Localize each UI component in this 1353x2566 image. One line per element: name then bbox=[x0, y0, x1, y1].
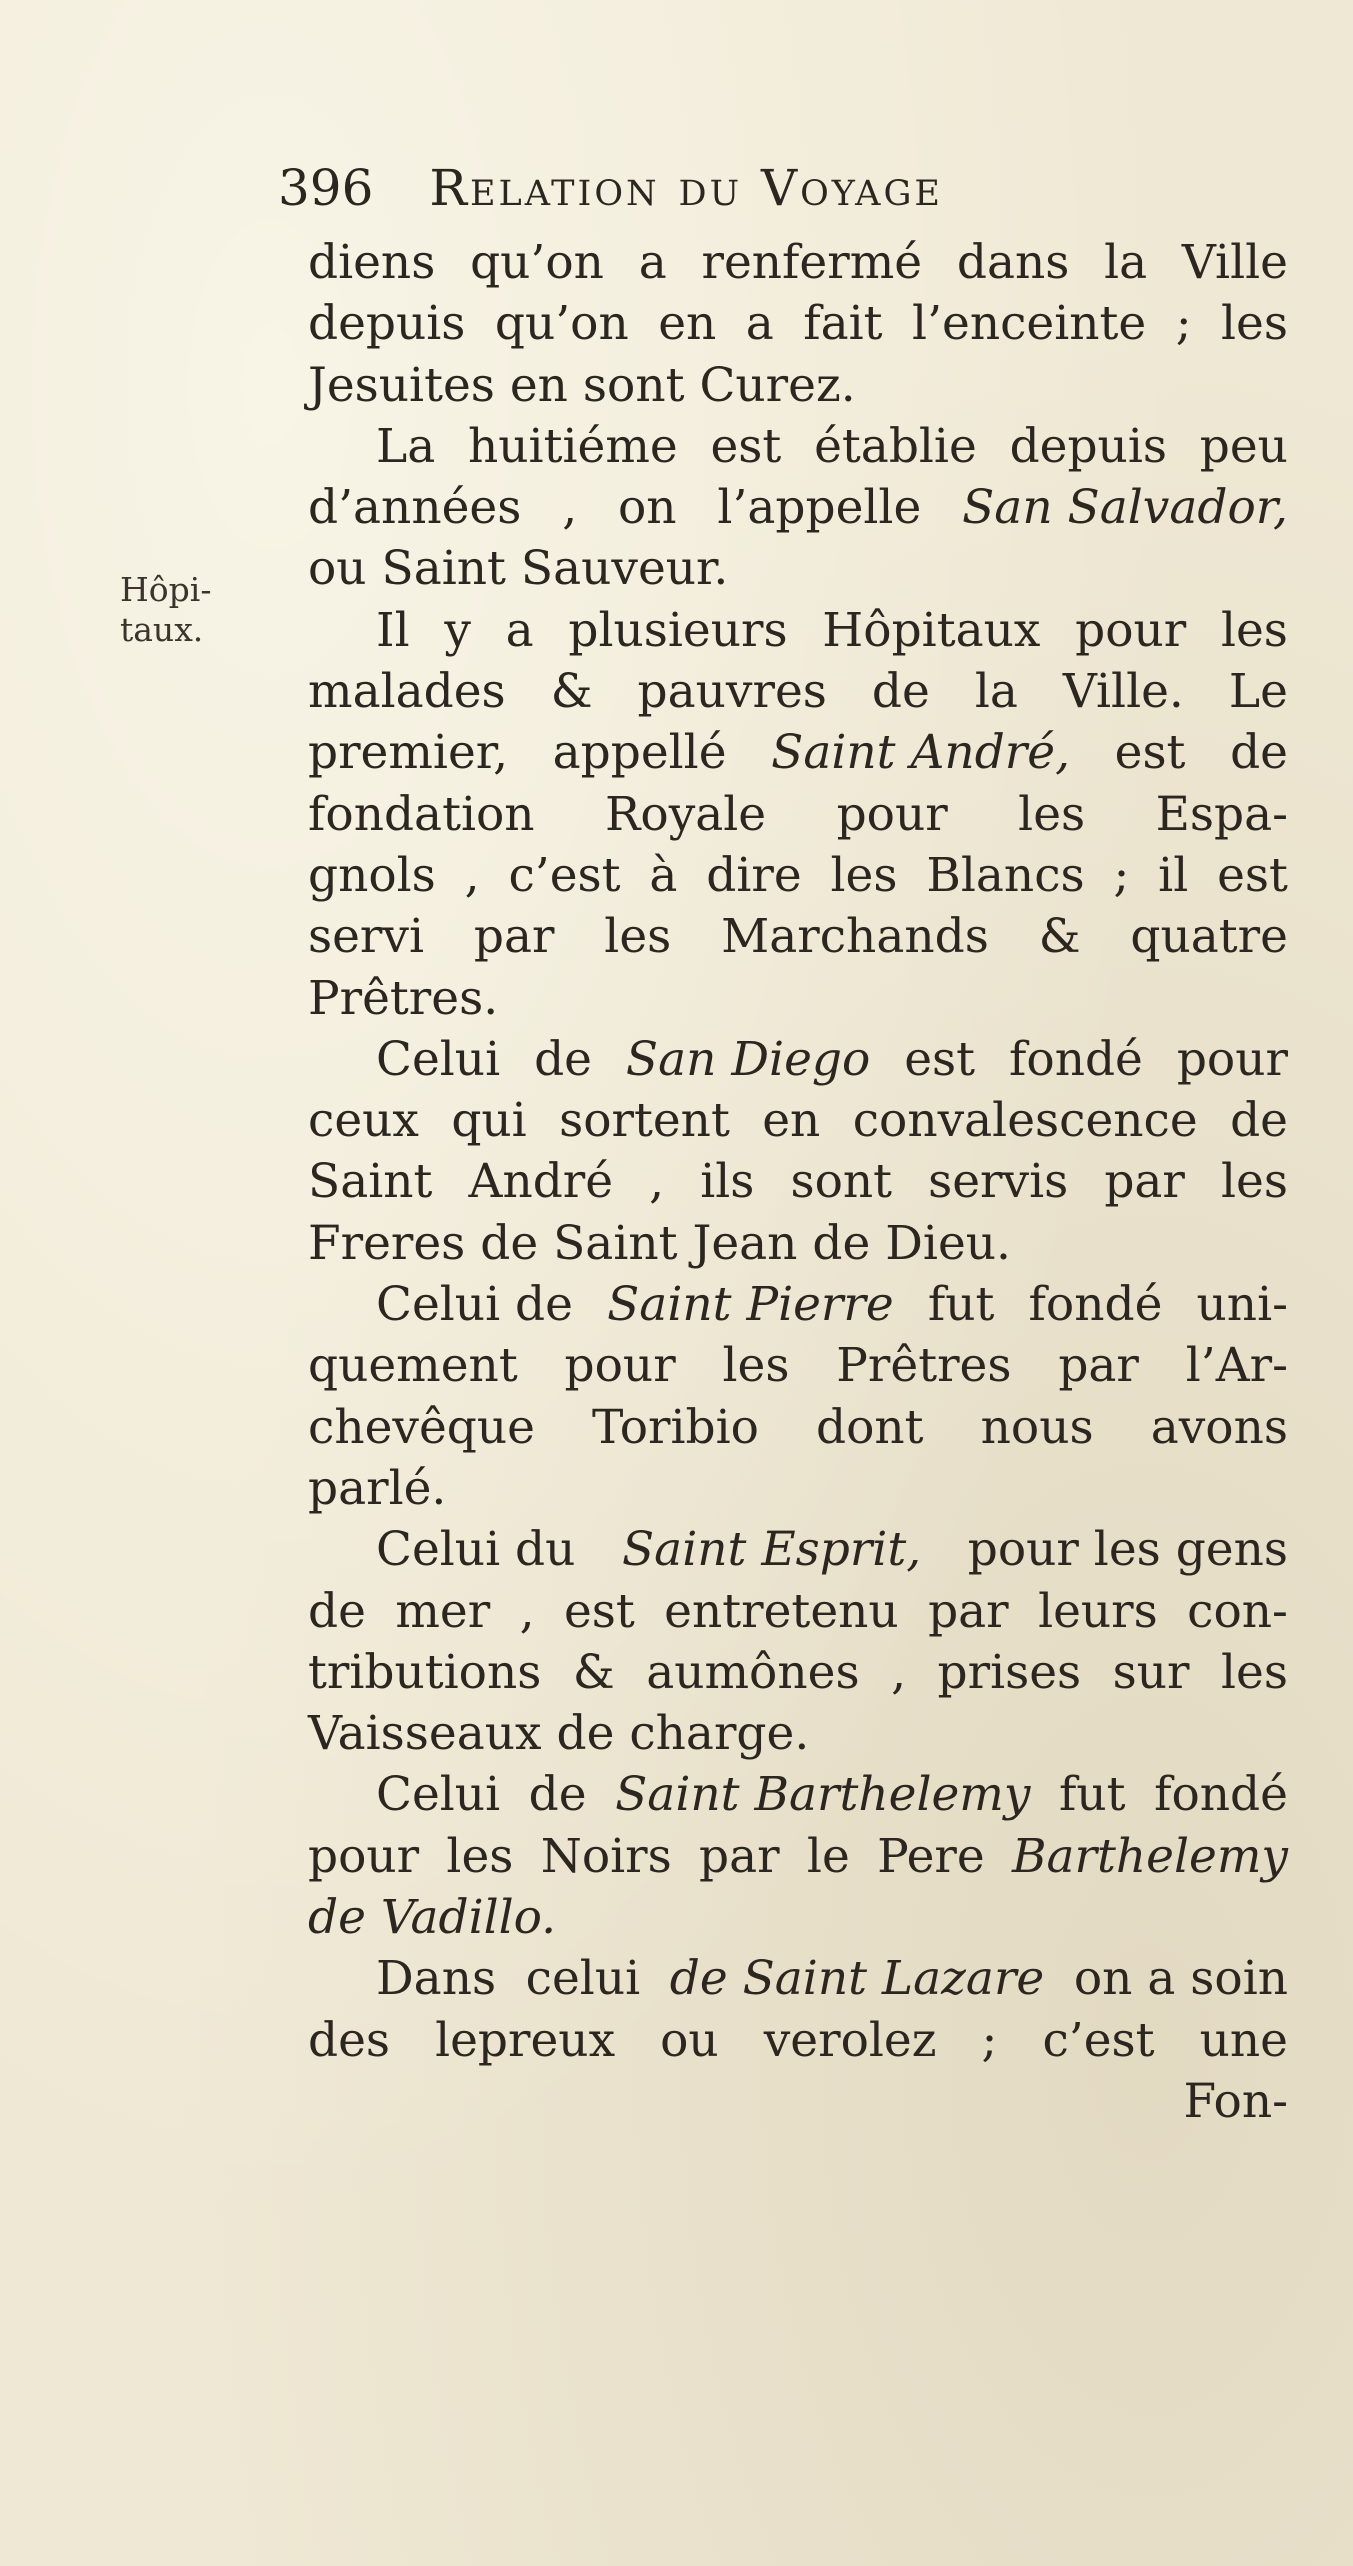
margin-note-line: Hôpi- bbox=[120, 570, 212, 609]
word: par bbox=[1058, 1338, 1139, 1394]
word: Curez. bbox=[699, 357, 856, 413]
word: est bbox=[563, 1583, 635, 1639]
word: Saint Esprit, bbox=[621, 1522, 922, 1578]
text-line bbox=[308, 784, 1288, 845]
text-line bbox=[308, 1397, 1288, 1458]
word: les bbox=[1220, 602, 1288, 658]
text-line bbox=[308, 1948, 1288, 2009]
text-line bbox=[308, 1029, 1288, 1090]
margin-note-line: taux. bbox=[120, 610, 204, 649]
word: Espa- bbox=[1155, 786, 1288, 842]
word: fondé bbox=[1028, 1277, 1163, 1333]
word: fondation bbox=[308, 786, 535, 842]
word: , bbox=[562, 480, 578, 536]
word: est bbox=[1217, 847, 1288, 903]
word: établie bbox=[814, 418, 977, 474]
word: con- bbox=[1187, 1583, 1288, 1639]
word: de bbox=[871, 664, 930, 720]
word: de bbox=[480, 1215, 539, 1271]
word: en bbox=[762, 1093, 821, 1149]
word: , bbox=[464, 847, 480, 903]
text-line bbox=[308, 1274, 1288, 1335]
word: Saint Barthelemy bbox=[615, 1767, 1031, 1823]
word: servi bbox=[308, 909, 424, 965]
word: entretenu bbox=[664, 1583, 899, 1639]
text-line bbox=[308, 1151, 1288, 1212]
word: Jean bbox=[692, 1215, 798, 1271]
word: fondé bbox=[1009, 1031, 1143, 1087]
word: Sauveur. bbox=[520, 541, 729, 597]
word: de bbox=[1230, 1093, 1288, 1149]
word: Celui bbox=[376, 1031, 501, 1087]
text-line bbox=[308, 968, 1288, 1029]
word: les bbox=[446, 1828, 514, 1884]
word: avons bbox=[1150, 1399, 1288, 1455]
text-line bbox=[308, 722, 1288, 783]
word: ; bbox=[1113, 847, 1130, 903]
word: l’appelle bbox=[717, 480, 922, 536]
word: La bbox=[376, 418, 436, 474]
word: Celui du bbox=[376, 1522, 576, 1578]
text-line bbox=[308, 1090, 1288, 1151]
word: tributions bbox=[308, 1644, 542, 1700]
word: convalescence bbox=[852, 1093, 1198, 1149]
word: la bbox=[974, 664, 1018, 720]
word: fut bbox=[1058, 1767, 1126, 1823]
word: est bbox=[1114, 725, 1186, 781]
word: par bbox=[699, 1828, 780, 1884]
word: Toribio bbox=[592, 1399, 759, 1455]
word: appellé bbox=[552, 725, 727, 781]
text-line bbox=[308, 1458, 1288, 1519]
word: pour bbox=[1075, 602, 1187, 658]
word: Hôpitaux bbox=[822, 602, 1041, 658]
word: Il bbox=[376, 602, 410, 658]
word: ceux bbox=[308, 1093, 419, 1149]
text-line bbox=[308, 416, 1288, 477]
word: l’enceinte bbox=[912, 296, 1147, 352]
word: renfermé bbox=[701, 235, 923, 290]
word: les bbox=[604, 909, 672, 965]
word: chevêque bbox=[308, 1399, 535, 1455]
word: Le bbox=[1228, 664, 1288, 720]
word: en bbox=[509, 357, 568, 413]
word: les bbox=[1018, 786, 1086, 842]
text-line bbox=[308, 538, 1288, 599]
word: est bbox=[710, 418, 782, 474]
text-line bbox=[308, 1519, 1288, 1580]
word: peu bbox=[1199, 418, 1288, 474]
word: la bbox=[1104, 235, 1148, 290]
word: Pere bbox=[877, 1828, 985, 1884]
word: Jesuites bbox=[308, 357, 495, 413]
word: y bbox=[444, 602, 471, 658]
word: dire bbox=[706, 847, 802, 903]
word: depuis bbox=[1009, 418, 1167, 474]
word: on a soin bbox=[1073, 1951, 1288, 2007]
text-line bbox=[308, 1213, 1288, 1274]
text-line bbox=[308, 477, 1288, 538]
word: & bbox=[572, 1644, 615, 1700]
word: les bbox=[1221, 1644, 1288, 1700]
word: nous bbox=[980, 1399, 1094, 1455]
text-line bbox=[308, 2071, 1288, 2132]
word: servis bbox=[928, 1154, 1069, 1210]
word: de bbox=[528, 1767, 587, 1823]
word: a bbox=[745, 296, 774, 352]
word: parlé. bbox=[308, 1460, 447, 1516]
text-line bbox=[308, 600, 1288, 661]
text-line bbox=[308, 2010, 1288, 2071]
word: Dieu. bbox=[885, 1215, 1011, 1271]
word: Saint bbox=[553, 1215, 678, 1271]
word: il bbox=[1158, 847, 1189, 903]
word: de Saint Lazare bbox=[669, 1951, 1045, 2007]
word: qui bbox=[451, 1093, 527, 1149]
word: sont bbox=[582, 357, 685, 413]
word: à bbox=[649, 847, 678, 903]
word: San Salvador, bbox=[962, 480, 1288, 536]
word: premier, bbox=[308, 725, 509, 781]
word: aumônes bbox=[646, 1644, 860, 1700]
text-line bbox=[308, 1764, 1288, 1825]
word: de bbox=[534, 1031, 592, 1087]
word: depuis bbox=[308, 296, 466, 352]
word: pour bbox=[1176, 1031, 1288, 1087]
word: plusieurs bbox=[568, 602, 788, 658]
word: Saint Pierre bbox=[607, 1277, 894, 1333]
word: sur bbox=[1112, 1644, 1190, 1700]
word: les bbox=[722, 1338, 790, 1394]
word: sortent bbox=[559, 1093, 730, 1149]
text-line bbox=[308, 845, 1288, 906]
word: , bbox=[891, 1644, 907, 1700]
word: San Diego bbox=[625, 1031, 871, 1087]
word: fut bbox=[927, 1277, 995, 1333]
word: qu’on bbox=[494, 296, 629, 352]
word: Celui bbox=[376, 1767, 501, 1823]
word: a bbox=[505, 602, 534, 658]
text-line bbox=[308, 293, 1288, 354]
word: les bbox=[1220, 1154, 1288, 1210]
page-number: 396 bbox=[278, 159, 374, 217]
text-line bbox=[308, 906, 1288, 967]
word: leurs bbox=[1038, 1583, 1158, 1639]
word: Barthelemy bbox=[1011, 1828, 1288, 1884]
word: Fon- bbox=[1183, 2073, 1288, 2129]
word: & bbox=[1038, 909, 1081, 965]
word: les bbox=[830, 847, 898, 903]
text-line bbox=[308, 1581, 1288, 1642]
word: par bbox=[473, 909, 555, 965]
word: Marchands bbox=[721, 909, 989, 965]
text-line bbox=[308, 661, 1288, 722]
word: est bbox=[904, 1031, 976, 1087]
word: ; bbox=[981, 2012, 998, 2068]
word: Saint bbox=[308, 1154, 433, 1210]
word: quatre bbox=[1130, 909, 1288, 965]
word: pour bbox=[564, 1338, 676, 1394]
word: de Vadillo. bbox=[308, 1890, 557, 1946]
word: & bbox=[550, 664, 593, 720]
word: Saint André, bbox=[771, 725, 1071, 781]
word: verolez bbox=[763, 2012, 937, 2068]
word: ou bbox=[308, 541, 367, 597]
word: c’est bbox=[508, 847, 621, 903]
word: de bbox=[556, 1706, 615, 1762]
word: par bbox=[1104, 1154, 1185, 1210]
text-line bbox=[308, 232, 1288, 293]
word: Vaisseaux bbox=[308, 1706, 542, 1762]
word: mer bbox=[395, 1583, 491, 1639]
text-line bbox=[308, 1887, 1288, 1948]
word: par bbox=[928, 1583, 1009, 1639]
word: c’est bbox=[1042, 2012, 1155, 2068]
word: a bbox=[638, 235, 667, 290]
word: Freres bbox=[308, 1215, 466, 1271]
word: Saint bbox=[381, 541, 506, 597]
word: uni- bbox=[1196, 1277, 1288, 1333]
word: dont bbox=[816, 1399, 924, 1455]
word: prises bbox=[937, 1644, 1082, 1700]
word: on bbox=[617, 480, 677, 536]
word: le bbox=[806, 1828, 850, 1884]
word: Prêtres bbox=[836, 1338, 1012, 1394]
word: fondé bbox=[1154, 1767, 1288, 1823]
word: ils bbox=[700, 1154, 755, 1210]
body-text bbox=[308, 232, 1288, 2132]
word: Noirs bbox=[540, 1828, 672, 1884]
word: charge. bbox=[629, 1706, 810, 1762]
word: sont bbox=[790, 1154, 893, 1210]
word: Ville. bbox=[1062, 664, 1184, 720]
word: l’Ar- bbox=[1185, 1338, 1288, 1394]
word: d’années bbox=[308, 480, 522, 536]
word: qu’on bbox=[470, 235, 604, 290]
running-header bbox=[278, 158, 1238, 218]
word: Royale bbox=[605, 786, 767, 842]
word: Celui de bbox=[376, 1277, 573, 1333]
word: Dans bbox=[376, 1951, 497, 2007]
word: ou bbox=[660, 2012, 719, 2068]
word: diens bbox=[308, 235, 436, 290]
text-line bbox=[308, 1642, 1288, 1703]
word: une bbox=[1199, 2012, 1288, 2068]
word: pauvres bbox=[637, 664, 827, 720]
margin-note bbox=[120, 570, 260, 650]
word: fait bbox=[803, 296, 883, 352]
word: les bbox=[1220, 296, 1288, 352]
word: ; bbox=[1175, 296, 1192, 352]
word: en bbox=[658, 296, 717, 352]
word: Blancs bbox=[926, 847, 1085, 903]
word: lepreux bbox=[435, 2012, 616, 2068]
word: des bbox=[308, 2012, 391, 2068]
word: Prêtres. bbox=[308, 970, 499, 1026]
word: pour bbox=[308, 1828, 420, 1884]
word: , bbox=[649, 1154, 665, 1210]
word: , bbox=[519, 1583, 535, 1639]
word: celui bbox=[525, 1951, 641, 2007]
word: André bbox=[468, 1154, 614, 1210]
text-line bbox=[308, 355, 1288, 416]
running-title: Relation du Voyage bbox=[429, 159, 943, 217]
word: quement bbox=[308, 1338, 518, 1394]
word: de bbox=[812, 1215, 871, 1271]
text-line bbox=[308, 1703, 1288, 1764]
word: gnols bbox=[308, 847, 436, 903]
word: huitiéme bbox=[468, 418, 678, 474]
word: de bbox=[308, 1583, 366, 1639]
word: pour bbox=[836, 786, 948, 842]
text-line bbox=[308, 1335, 1288, 1396]
word: pour les gens bbox=[967, 1522, 1288, 1578]
word: dans bbox=[956, 235, 1070, 290]
word: malades bbox=[308, 664, 506, 720]
word: Ville bbox=[1181, 235, 1288, 290]
text-line bbox=[308, 1826, 1288, 1887]
word: de bbox=[1230, 725, 1288, 781]
